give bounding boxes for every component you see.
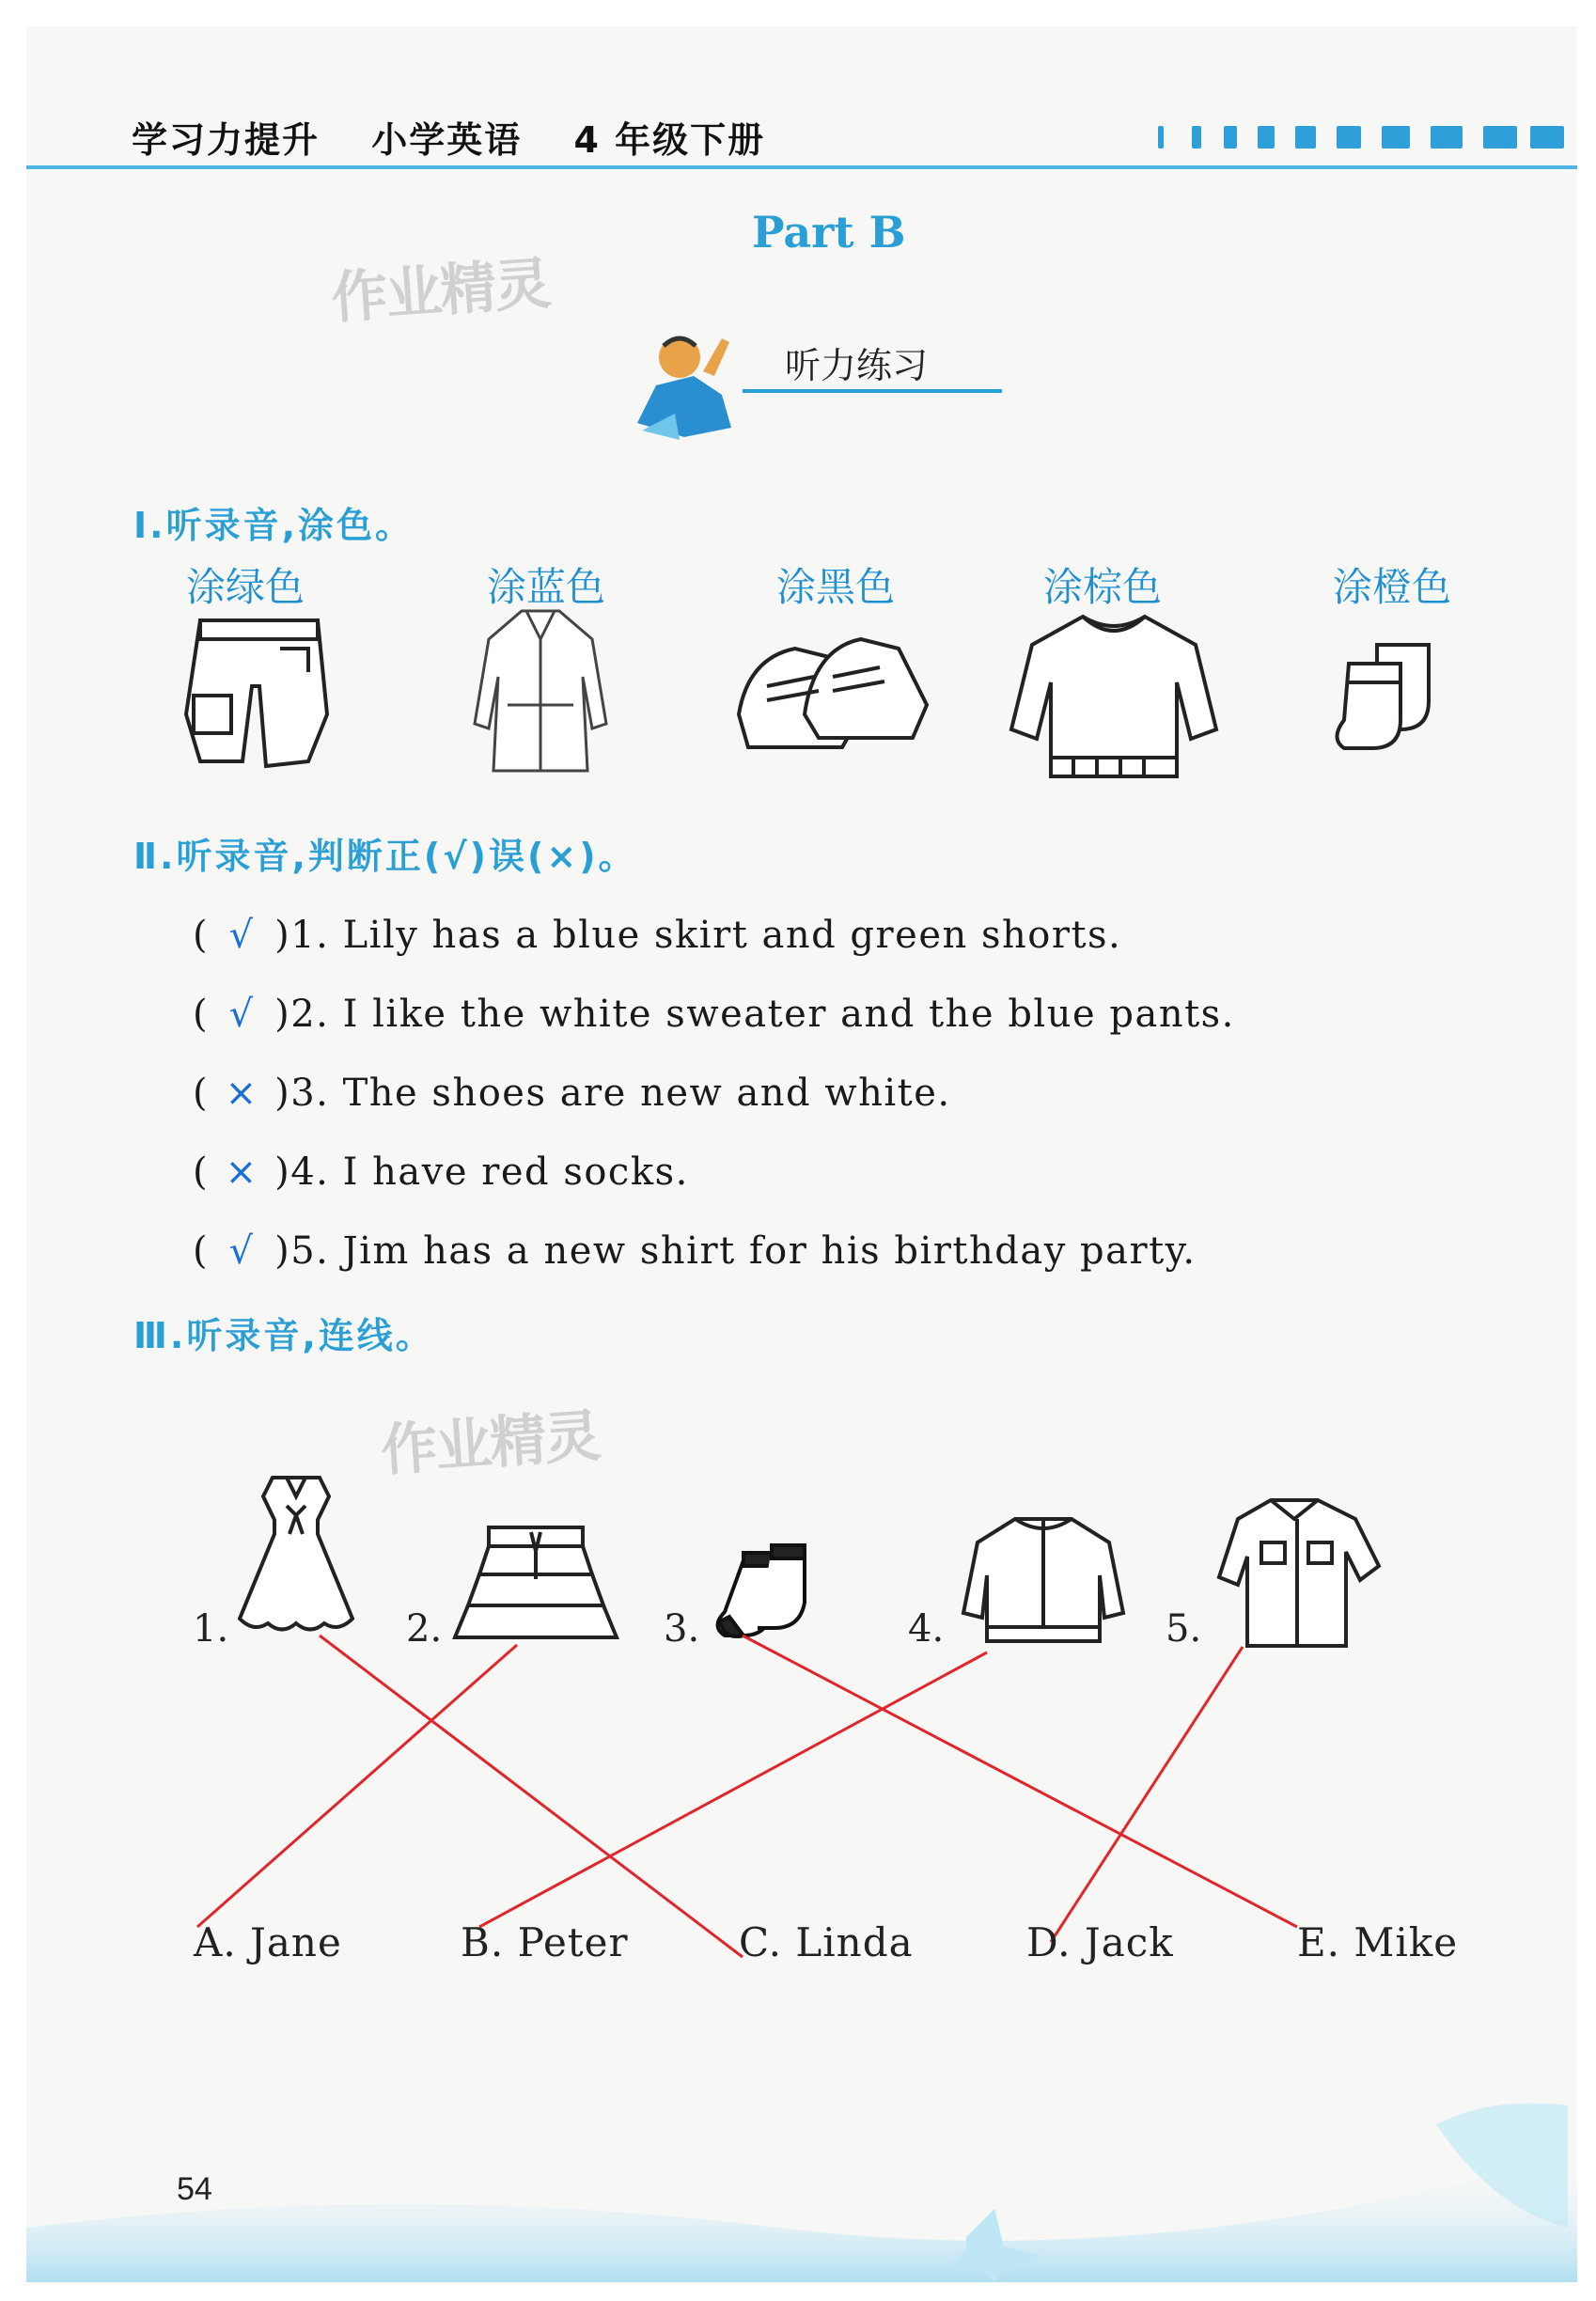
item-number-3: 3. <box>664 1607 700 1651</box>
match-line-4 <box>479 1652 987 1927</box>
book-subject: 小学英语 <box>371 119 523 161</box>
match-line-1 <box>320 1636 743 1957</box>
name-option-c: C. Linda <box>739 1919 914 1965</box>
name-option-a: A. Jane <box>194 1919 342 1965</box>
sentence-text: )2. I like the white sweater and the blue pants. <box>274 993 1235 1036</box>
sentence-text: )4. I have red socks. <box>274 1150 689 1194</box>
sea-decoration <box>26 2040 1577 2282</box>
color-label-green: 涂绿色 <box>186 564 305 610</box>
book-title: 学习力提升 <box>132 119 321 161</box>
section1-title: Ⅰ.听录音,涂色。 <box>133 505 415 546</box>
page-number: 54 <box>177 2171 212 2207</box>
match-line-5 <box>1051 1647 1243 1942</box>
tf-row-2: ( √ )2. I like the white sweater and the blue pants. <box>193 993 1235 1036</box>
tf-row-5: ( √ )5. Jim has a new shirt for his birthday party. <box>193 1229 1197 1273</box>
book-grade: 4 年级下册 <box>573 119 766 161</box>
color-label-black: 涂黑色 <box>776 564 896 610</box>
answer-mark: √ <box>228 914 255 957</box>
name-option-b: B. Peter <box>461 1919 629 1965</box>
tf-row-4: ( × )4. I have red socks. <box>193 1150 689 1194</box>
watermark: 作业精灵 <box>379 1402 602 1484</box>
answer-mark: × <box>225 1150 258 1194</box>
name-option-e: E. Mike <box>1297 1919 1459 1965</box>
section2-title: Ⅱ.听录音,判断正(√)误(×)。 <box>133 836 637 877</box>
color-label-brown: 涂棕色 <box>1043 564 1163 610</box>
item-number-4: 4. <box>908 1607 945 1651</box>
answer-mark: √ <box>228 993 255 1036</box>
tf-row-3: ( × )3. The shoes are new and white. <box>193 1072 951 1115</box>
answer-mark: × <box>225 1072 258 1115</box>
color-label-orange: 涂橙色 <box>1333 564 1452 610</box>
match-line-3 <box>743 1636 1297 1927</box>
sentence-text: )5. Jim has a new shirt for his birthday party. <box>274 1229 1197 1273</box>
sentence-text: )1. Lily has a blue skirt and green shorts. <box>274 914 1122 957</box>
item-number-1: 1. <box>193 1607 229 1651</box>
item-number-5: 5. <box>1166 1607 1202 1651</box>
part-title: Part B <box>752 207 906 258</box>
sentence-text: )3. The shoes are new and white. <box>274 1072 951 1115</box>
listening-heading: 听力练习 <box>785 345 929 386</box>
name-option-d: D. Jack <box>1026 1919 1174 1965</box>
color-label-blue: 涂蓝色 <box>487 564 606 610</box>
tf-row-1: ( √ )1. Lily has a blue skirt and green shorts. <box>193 914 1122 957</box>
answer-mark: √ <box>228 1229 255 1273</box>
section3-title: Ⅲ.听录音,连线。 <box>133 1315 434 1356</box>
watermark: 作业精灵 <box>329 250 552 332</box>
match-line-2 <box>197 1645 517 1927</box>
item-number-2: 2. <box>406 1607 443 1651</box>
